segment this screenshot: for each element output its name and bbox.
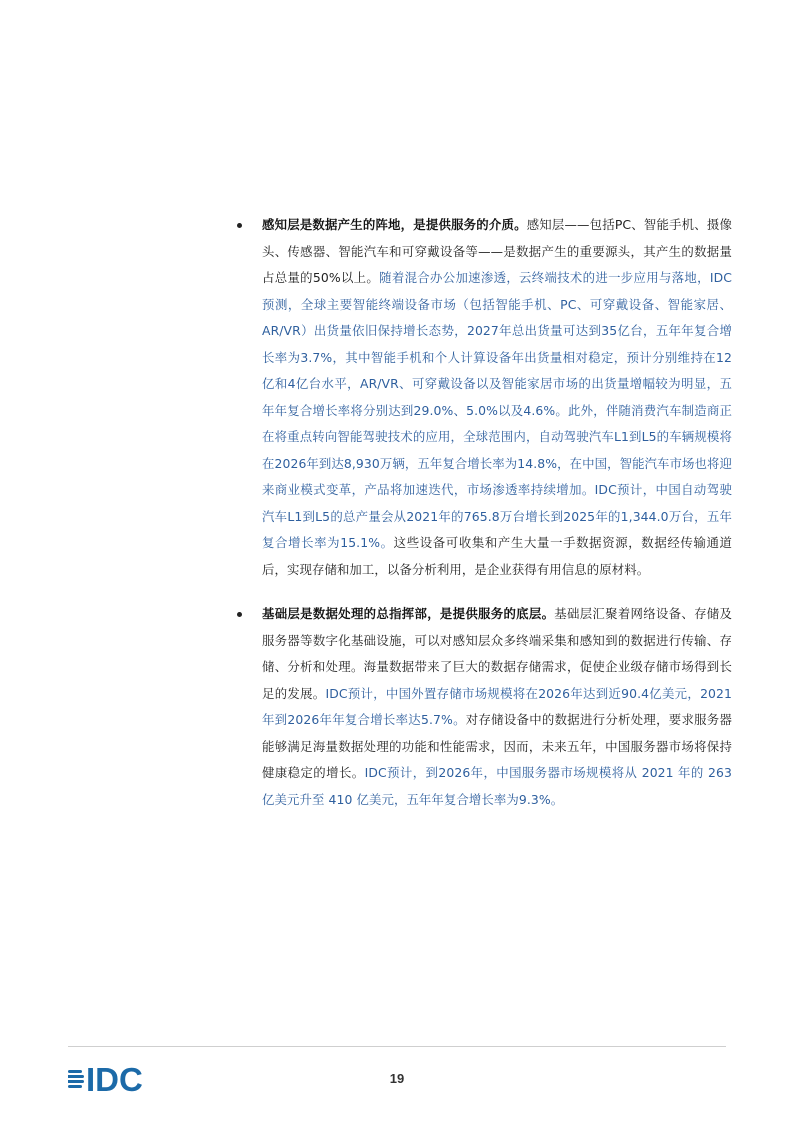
paragraph xyxy=(262,212,732,583)
page-number: 19 xyxy=(389,1071,405,1086)
text-segment: 这些设备可收集和产生大量一手数据资源，数据经传输通道后，实现存储和加工，以备分析利用，是企业获得有用信息的原材料。 xyxy=(262,535,733,577)
bold-lead: 感知层是数据产生的阵地，是提供服务的介质。 xyxy=(262,217,527,232)
idc-forecast-text: IDC预计，到2026年，中国服务器市场规模将从 2021 年的 263 亿美元升至 410 亿美元，五年年复合增长率为9.3%。 xyxy=(262,765,732,807)
bold-lead: 基础层是数据处理的总指挥部，是提供服务的底层。 xyxy=(262,606,555,621)
text-segment: 对存储设备中的数据进行分析处理，要求服务器能够满足海量数据处理的功能和性能需求，因而，未来五年，中国服务器市场将保持健康稳定的增长。 xyxy=(262,712,732,780)
logo-text: IDC xyxy=(86,1062,143,1096)
footer-divider xyxy=(68,1046,726,1047)
idc-forecast-text: 随着混合办公加速渗透，云终端技术的进一步应用与落地，IDC预测，全球主要智能终端设备市场（包括智能手机、PC、可穿戴设备、智能家居、AR/VR）出货量依旧保持增长态势，2027年总出货量可达到35亿台，五年年复合增长率为3.7%，其中智能手机和个人计算设备年出货量相对稳定，预计分别维持在12亿和4亿台水平，AR/VR、可穿戴设备以及智能家居市场的出货量增幅较为明显，五年年复合增长率将分别达到29.0%、5.0%以及4.6%。此外，伴随消费汽车制造商正在将重点转向智能驾驶技术的应用，全球范围内，自动驾驶汽车L1到L5的车辆规模将在2026年到达8,930万辆，五年复合增长率为14.8%，在中国，智能汽车市场也将迎来商业模式变革，产品将加速迭代，市场渗透率持续增加。IDC预计，中国自动驾驶汽车L1到L5的总产量会从2021年的765.8万台增长到2025年的1,344.0万台，五年复合增长率为15.1%。 xyxy=(262,270,733,550)
bullet-infrastructure-layer xyxy=(232,601,732,813)
paragraph xyxy=(262,601,732,813)
idc-forecast-text: IDC预计，中国外置存储市场规模将在2026年达到近90.4亿美元，2021年到2026年年复合增长率达5.7%。 xyxy=(262,685,732,727)
main-content xyxy=(232,212,732,831)
bullet-dot xyxy=(237,223,242,228)
text-segment: 感知层——包括PC、智能手机、摄像头、传感器、智能汽车和可穿戴设备等——是数据产生的重要源头，其产生的数据量占总量的50%以上。 xyxy=(262,217,732,285)
bullet-perception-layer xyxy=(232,212,732,583)
idc-logo xyxy=(68,1062,168,1096)
bullet-dot xyxy=(237,612,242,617)
text-segment: 基础层汇聚着网络设备、存储及服务器等数字化基础设施，可以对感知层众多终端采集和感知到的数据进行传输、存储、分析和处理。海量数据带来了巨大的数据存储需求，促使企业级存储市场得到长足的发展。 xyxy=(262,606,732,701)
